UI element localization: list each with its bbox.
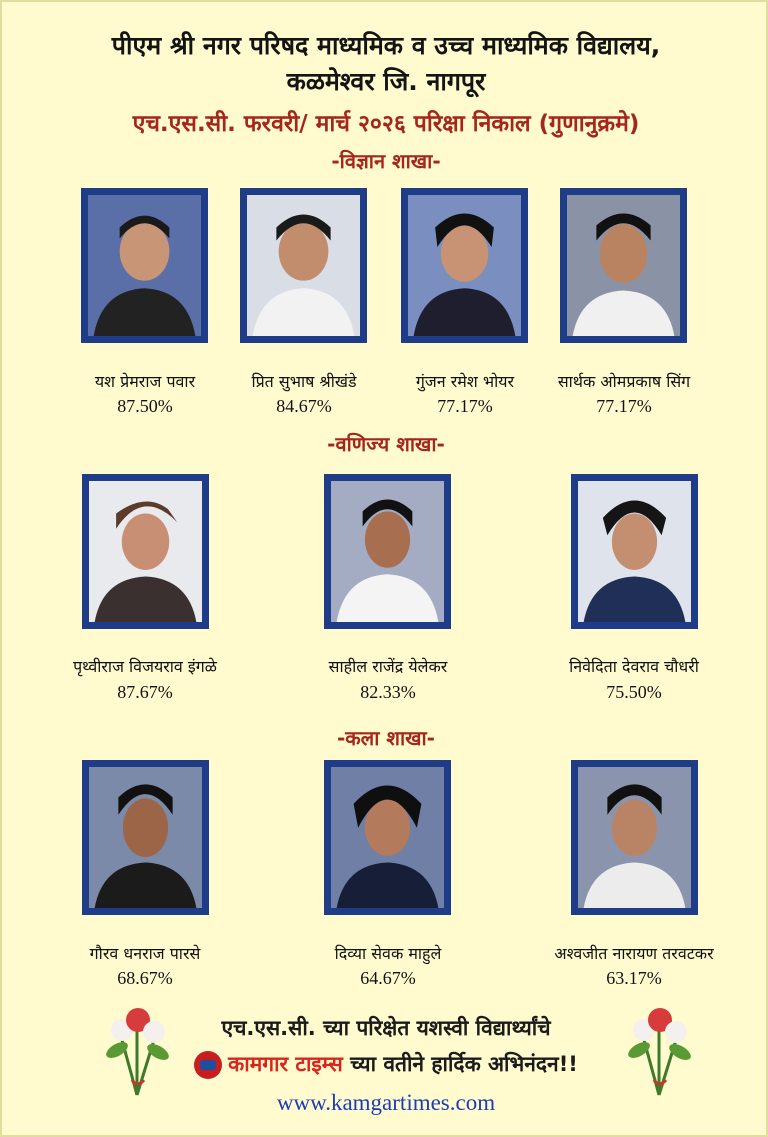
- student-percentage: 87.50%: [117, 396, 173, 416]
- student-photo: [560, 188, 687, 343]
- congratulations-line1: एच.एस.सी. च्या परिक्षेत यशस्वी विद्यार्थ्यांचे: [221, 1016, 551, 1040]
- student-percentage: 84.67%: [276, 396, 332, 416]
- student-name: साहील राजेंद्र येलेकर: [328, 657, 448, 676]
- student-photo: [82, 760, 209, 915]
- student-percentage: 77.17%: [596, 396, 652, 416]
- school-name-line2: कळमेश्वर जि. नागपूर: [286, 67, 486, 96]
- congratulations-text: च्या वतीने हार्दिक अभिनंदन!!: [342, 1052, 578, 1076]
- student-photo: [324, 474, 451, 629]
- section-title-arts: -कला शाखा-: [337, 726, 435, 750]
- student-photo: [240, 188, 367, 343]
- student-photo: [571, 474, 698, 629]
- student-photo: [324, 760, 451, 915]
- student-name: पृथ्वीराज विजयराव इंगळे: [73, 657, 217, 676]
- student-name: प्रित सुभाष श्रीखंडे: [251, 372, 357, 391]
- brand-name: कामगार टाइम्स: [228, 1052, 343, 1076]
- student-name: गुंजन रमेश भोयर: [415, 372, 515, 391]
- student-percentage: 68.67%: [117, 968, 173, 988]
- congratulations-line2: [2, 1050, 768, 1079]
- student-percentage: 63.17%: [606, 968, 662, 988]
- student-name: यश प्रेमराज पवार: [94, 372, 196, 391]
- website-link[interactable]: www.kamgartimes.com: [276, 1090, 496, 1115]
- student-photo: [571, 760, 698, 915]
- school-name-line1: पीएम श्री नगर परिषद माध्यमिक व उच्च माध्यमिक विद्यालय,: [111, 31, 661, 60]
- student-photo: [401, 188, 528, 343]
- section-title-commerce: -वणिज्य शाखा-: [327, 432, 445, 456]
- student-percentage: 64.67%: [360, 968, 416, 988]
- student-percentage: 87.67%: [117, 682, 173, 702]
- student-name: गौरव धनराज पारसे: [89, 944, 201, 963]
- student-percentage: 82.33%: [360, 682, 416, 702]
- student-name: सार्थक ओमप्रकाष सिंग: [557, 372, 691, 391]
- student-percentage: 75.50%: [606, 682, 662, 702]
- student-name: दिव्या सेवक माहुले: [334, 944, 442, 963]
- student-photo: [81, 188, 208, 343]
- student-name: निवेदिता देवराव चौधरी: [569, 657, 699, 676]
- section-title-science: -विज्ञान शाखा-: [331, 149, 441, 173]
- kamgar-times-logo-icon: [194, 1051, 222, 1079]
- exam-result-title: एच.एस.सी. फरवरी/ मार्च २०२६ परिक्षा निकाल (गुणानुक्रमे): [132, 111, 640, 137]
- student-name: अश्वजीत नारायण तरवटकर: [554, 944, 714, 963]
- student-percentage: 77.17%: [437, 396, 493, 416]
- student-photo: [82, 474, 209, 629]
